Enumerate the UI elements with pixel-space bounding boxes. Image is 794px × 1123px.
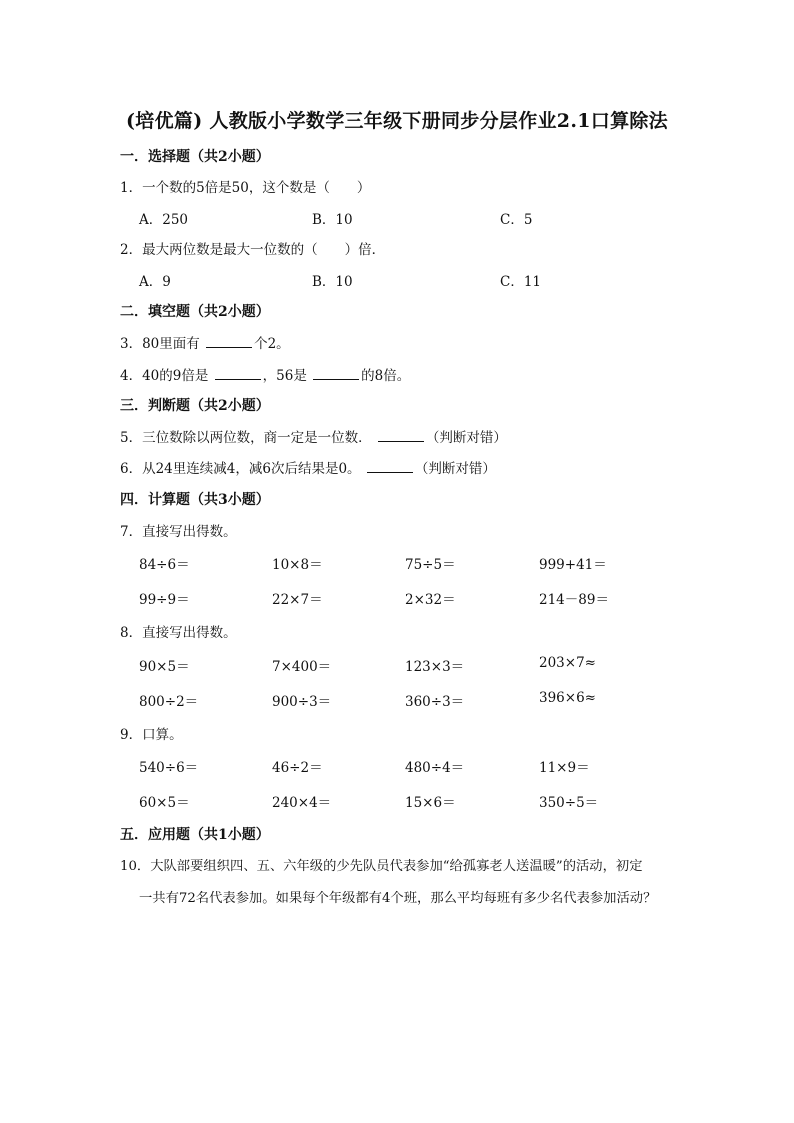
question-10-line-2: 一共有72名代表参加。如果每个年级都有4个班，那么平均每班有多少名代表参加活动？ — [139, 891, 657, 906]
question-6-tail: （判断对错） — [414, 461, 496, 477]
question-1-option-a: A．250 — [139, 212, 189, 228]
calc-item: 900÷3＝ — [272, 694, 332, 710]
question-1-option-b: B．10 — [312, 212, 353, 228]
calc-item: 10×8＝ — [272, 557, 323, 573]
question-5-tail: （判断对错） — [425, 430, 507, 446]
calc-item: 350÷5＝ — [539, 795, 599, 811]
calc-item: 360÷3＝ — [405, 694, 465, 710]
question-4-text-after: 的8倍。 — [361, 368, 411, 384]
answer-blank[interactable] — [378, 429, 424, 442]
answer-blank[interactable] — [206, 335, 252, 348]
question-1-stem: 1．一个数的5倍是50，这个数是（ ） — [120, 180, 371, 196]
calc-item: 123×3＝ — [405, 659, 465, 675]
calc-item: 2×32＝ — [405, 592, 456, 608]
calc-item: 480÷4＝ — [405, 760, 465, 776]
question-2-stem: 2．最大两位数是最大一位数的（ ）倍． — [120, 242, 386, 258]
question-3-text-after: 个2。 — [254, 336, 290, 352]
answer-blank[interactable] — [313, 367, 359, 380]
calc-item: 240×4＝ — [272, 795, 332, 811]
answer-blank[interactable] — [215, 367, 261, 380]
calc-item: 203×7≈ — [539, 655, 596, 671]
question-5-stem: 5．三位数除以两位数，商一定是一位数． — [120, 430, 372, 446]
question-4-text-middle: ，56是 — [262, 368, 307, 384]
answer-blank[interactable] — [367, 460, 413, 473]
page-title: (培优篇) 人教版小学数学三年级下册同步分层作业2.1口算除法 — [126, 110, 668, 132]
question-1-option-c: C．5 — [500, 212, 533, 228]
question-4 — [120, 364, 410, 384]
calc-item: 90×5＝ — [139, 659, 190, 675]
calc-item: 60×5＝ — [139, 795, 190, 811]
question-10-line-1: 10．大队部要组织四、五、六年级的少先队员代表参加“给孤寡老人送温暖”的活动，初定 — [120, 859, 643, 874]
question-2-option-a: A．9 — [139, 274, 171, 290]
question-8-stem: 8．直接写出得数。 — [120, 625, 237, 641]
question-7-stem: 7．直接写出得数。 — [120, 524, 237, 540]
calc-item: 99÷9＝ — [139, 592, 190, 608]
section-heading-calc: 四．计算题（共3小题） — [120, 492, 270, 508]
calc-item: 396×6≈ — [539, 690, 596, 706]
calc-item: 7×400＝ — [272, 659, 332, 675]
section-heading-fill: 二．填空题（共2小题） — [120, 304, 270, 320]
question-2-option-b: B．10 — [312, 274, 353, 290]
section-heading-application: 五．应用题（共1小题） — [120, 827, 270, 843]
calc-item: 999+41＝ — [539, 557, 607, 573]
calc-item: 75÷5＝ — [405, 557, 456, 573]
question-6-stem: 6．从24里连续减4，减6次后结果是0。 — [120, 461, 361, 477]
section-heading-choice: 一．选择题（共2小题） — [120, 149, 270, 165]
calc-item: 84÷6＝ — [139, 557, 190, 573]
question-9-stem: 9．口算。 — [120, 727, 183, 743]
question-6 — [120, 457, 496, 477]
calc-item: 22×7＝ — [272, 592, 323, 608]
question-5 — [120, 426, 507, 446]
question-3-text-before: 3．80里面有 — [120, 336, 200, 352]
calc-item: 800÷2＝ — [139, 694, 199, 710]
calc-item: 540÷6＝ — [139, 760, 199, 776]
calc-item: 46÷2＝ — [272, 760, 323, 776]
calc-item: 15×6＝ — [405, 795, 456, 811]
section-heading-judge: 三．判断题（共2小题） — [120, 398, 270, 414]
calc-item: 11×9＝ — [539, 760, 590, 776]
question-3 — [120, 332, 290, 352]
calc-item: 214－89＝ — [539, 592, 609, 608]
question-2-option-c: C．11 — [500, 274, 542, 290]
question-4-text-before: 4．40的9倍是 — [120, 368, 209, 384]
